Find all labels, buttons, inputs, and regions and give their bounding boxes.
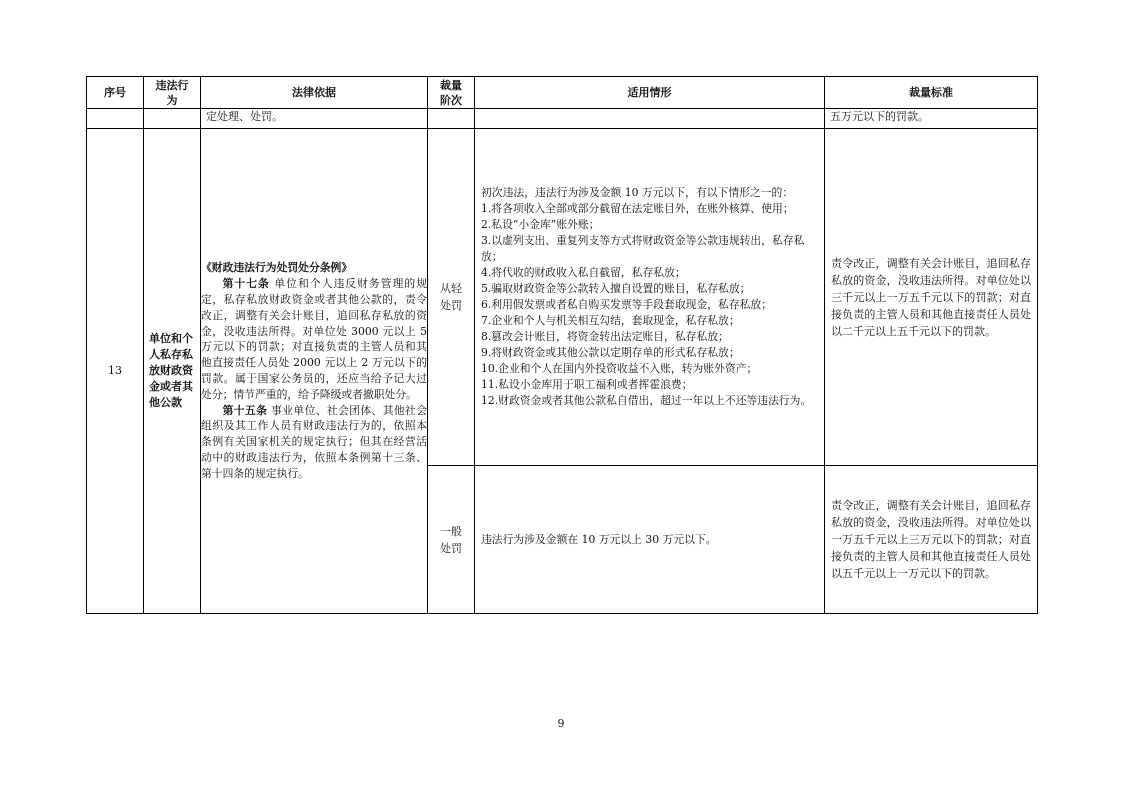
level-general: 一般处罚	[440, 524, 462, 555]
standard-light: 责令改正，调整有关会计账目，追回私存私放的资金，没收违法所得。对单位处以三千元以上一万五千元以下的罚款；对直接负责的主管人员和其他直接责任人员处以二千元以上五千元以下的罚款。	[831, 256, 1031, 338]
cont-seq-cell	[87, 109, 144, 129]
article-17-text: 单位和个人违反财务管理的规定，私存私放财政资金或者其他公款的，责令改正，调整有关会计账目，追回私存私放的资金，没收违法所得。对单位处 3000 元以上 5 万元以下的罚款；对直接负责的主管人员和其他直接责任人员处 2000 元以上 2 万元以下的罚款。属于国家公务员的，还应当给予记大过处分；情节严重的，给予降级或者撤职处分。	[201, 277, 428, 401]
cont-standard-text: 五万元以下的罚款。	[830, 110, 929, 123]
condition-light-list	[475, 185, 824, 409]
condition-item: 7.企业和个人与机关相互勾结，套取现金，私存私放；	[481, 314, 740, 327]
header-standard: 裁量标准	[825, 77, 1038, 109]
penalty-table	[86, 76, 1038, 614]
row-basis-cell	[201, 129, 428, 614]
condition-general: 违法行为涉及金额在 10 万元以上 30 万元以下。	[481, 532, 717, 546]
condition-item: 2.私设“小金库”账外账；	[481, 218, 600, 231]
article-15-text: 事业单位、社会团体、其他社会组织及其工作人员有财政违法行为的，依照本条例有关国家机关的规定执行；但其在经营活动中的财政违法行为，依照本条例第十三条、第十四条的规定执行。	[201, 403, 428, 480]
cont-standard-cell	[825, 109, 1038, 129]
header-seq: 序号	[87, 77, 144, 109]
level-light: 从轻处罚	[440, 282, 462, 312]
condition-item: 9.将财政资金或其他公款以定期存单的形式私存私放；	[481, 346, 740, 359]
condition-item: 5.骗取财政资金等公款转入擅自设置的账目，私存私放；	[481, 282, 751, 295]
header-row	[87, 77, 1038, 109]
cont-basis-text: 定处理、处罚。	[206, 110, 283, 123]
header-level: 裁量阶次	[428, 77, 475, 109]
cont-level-cell	[428, 109, 475, 129]
continued-row	[87, 109, 1038, 129]
legal-basis	[201, 260, 427, 481]
level-light-cell	[428, 129, 475, 466]
header-condition: 适用情形	[475, 77, 825, 109]
regulation-title: 《财政违法行为处罚处分条例》	[201, 261, 353, 275]
cont-basis-cell	[201, 109, 428, 129]
standard-light-cell	[825, 129, 1038, 466]
article-15-label: 第十五条	[222, 403, 268, 417]
page-number: 9	[557, 717, 565, 730]
article-17-label: 第十七条	[222, 277, 270, 291]
standard-general: 责令改正，调整有关会计账目，追回私存私放的资金，没收违法所得。对单位处以一万五千元以上三万元以下的罚款；对直接负责的主管人员和其他直接责任人员处以五千元以上一万元以下的罚款。	[831, 499, 1031, 580]
row-violation-cell	[144, 129, 201, 614]
condition-item: 1.将各项收入全部或部分截留在法定账目外，在账外核算、使用；	[481, 202, 794, 215]
condition-light-cell	[475, 129, 825, 466]
row-seq-number: 13	[108, 363, 122, 377]
condition-item: 8.篡改会计账目，将资金转出法定账目，私存私放；	[481, 330, 729, 343]
cont-violation-cell	[144, 109, 201, 129]
standard-general-cell	[825, 466, 1038, 614]
header-violation: 违法行为	[144, 77, 201, 109]
condition-item: 4.将代收的财政收入私自截留，私存私放；	[481, 266, 686, 279]
condition-general-cell	[475, 466, 825, 614]
row-violation-text: 单位和个人私存私放财政资金或者其他公款	[149, 332, 193, 409]
cont-condition-cell	[475, 109, 825, 129]
condition-item: 3.以虚列支出、重复列支等方式将财政资金等公款违规转出，私存私放；	[481, 234, 805, 263]
level-general-cell	[428, 466, 475, 614]
condition-item: 6.利用假发票或者私自购买发票等手段套取现金，私存私放；	[481, 298, 773, 311]
condition-item: 初次违法，违法行为涉及金额 10 万元以下，有以下情形之一的：	[481, 186, 794, 199]
condition-item: 12.财政资金或者其他公款私自借出，超过一年以上不还等违法行为。	[481, 394, 812, 407]
row-seq-cell	[87, 129, 144, 614]
header-basis: 法律依据	[201, 77, 428, 109]
condition-item: 11.私设小金库用于职工福利或者挥霍浪费；	[481, 378, 693, 391]
condition-item: 10.企业和个人在国内外投资收益不入账，转为账外资产；	[481, 362, 758, 375]
row-13-light	[87, 129, 1038, 466]
